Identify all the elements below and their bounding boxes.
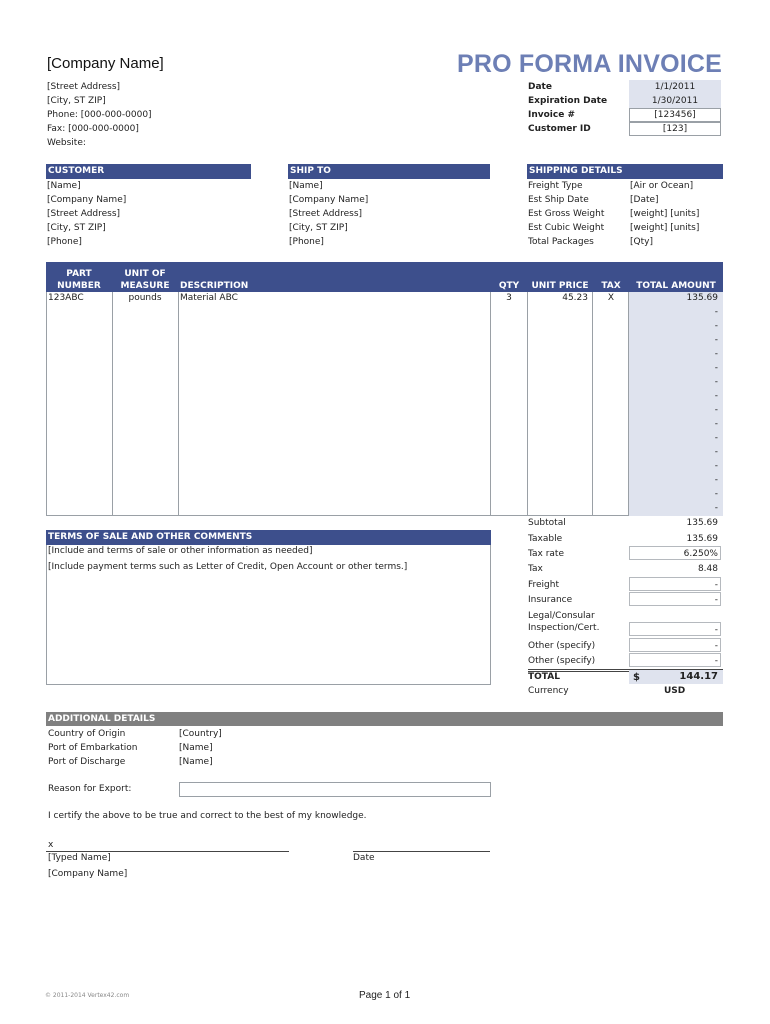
- empty-row-total: -: [714, 489, 718, 499]
- empty-row-total: -: [714, 447, 718, 457]
- freight-label: Freight: [528, 580, 560, 590]
- cubic-weight-label: Est Cubic Weight: [528, 223, 605, 233]
- port-discharge-label: Port of Discharge: [48, 757, 126, 767]
- empty-row-total: -: [714, 461, 718, 471]
- row-description[interactable]: Material ABC: [180, 293, 238, 303]
- col-divider: [112, 292, 113, 516]
- company-city: [City, ST ZIP]: [47, 96, 106, 106]
- additional-details-header: ADDITIONAL DETAILS: [46, 712, 723, 726]
- ship-to-phone[interactable]: [Phone]: [289, 237, 324, 247]
- legal-box[interactable]: [629, 622, 721, 636]
- empty-row-total: -: [714, 377, 718, 387]
- date-line[interactable]: [353, 851, 490, 852]
- empty-row-total: -: [714, 405, 718, 415]
- empty-row-total: -: [714, 321, 718, 331]
- reason-export-label: Reason for Export:: [48, 784, 132, 794]
- empty-row-total: -: [714, 363, 718, 373]
- invoice-title: PRO FORMA INVOICE: [457, 50, 722, 78]
- legal-value[interactable]: -: [714, 625, 718, 635]
- part-number-header: PART NUMBER: [57, 269, 101, 291]
- insurance-box[interactable]: [629, 592, 721, 606]
- col-divider: [592, 292, 593, 516]
- country-origin-value[interactable]: [Country]: [179, 729, 222, 739]
- port-embarkation-value[interactable]: [Name]: [179, 743, 213, 753]
- est-ship-date-label: Est Ship Date: [528, 195, 589, 205]
- company-street: [Street Address]: [47, 82, 121, 92]
- terms-line-1[interactable]: [Include and terms of sale or other information as needed]: [48, 546, 313, 556]
- typed-name[interactable]: [Typed Name]: [48, 853, 111, 863]
- expiration-value[interactable]: 1/30/2011: [629, 94, 721, 108]
- company-website: Website:: [47, 138, 86, 148]
- other-1-label: Other (specify): [528, 641, 596, 651]
- empty-row-total: -: [714, 475, 718, 485]
- freight-type-value[interactable]: [Air or Ocean]: [630, 181, 694, 191]
- row-unit-price[interactable]: 45.23: [562, 293, 588, 303]
- ship-to-name[interactable]: [Name]: [289, 181, 323, 191]
- subtotal-value: 135.69: [686, 518, 718, 528]
- empty-row-total: -: [714, 349, 718, 359]
- other-2-value[interactable]: -: [714, 656, 718, 666]
- qty-header: QTY: [498, 281, 520, 291]
- signature-date-label: Date: [353, 853, 375, 863]
- inspection-label: Inspection/Cert.: [528, 623, 600, 633]
- tax-label: Tax: [528, 564, 543, 574]
- other-1-box[interactable]: [629, 638, 721, 652]
- total-amount-header: TOTAL AMOUNT: [636, 281, 716, 291]
- signature-company-name[interactable]: [Company Name]: [48, 869, 128, 879]
- freight-box[interactable]: [629, 577, 721, 591]
- country-origin-label: Country of Origin: [48, 729, 126, 739]
- unit-measure-header: UNIT OF MEASURE: [120, 269, 170, 291]
- unit-price-header: UNIT PRICE: [531, 281, 589, 291]
- expiration-label: Expiration Date: [528, 96, 608, 106]
- col-divider: [527, 292, 528, 516]
- other-1-value[interactable]: -: [714, 641, 718, 651]
- customer-id-label: Customer ID: [528, 124, 591, 134]
- customer-company[interactable]: [Company Name]: [47, 195, 127, 205]
- items-table-body: [46, 292, 723, 516]
- shipping-details-header: SHIPPING DETAILS: [527, 164, 723, 179]
- cubic-weight-value[interactable]: [weight] [units]: [630, 223, 700, 233]
- freight-type-label: Freight Type: [528, 181, 583, 191]
- customer-city[interactable]: [City, ST ZIP]: [47, 223, 106, 233]
- invoice-number-value[interactable]: [123456]: [629, 108, 721, 122]
- row-unit-measure[interactable]: pounds: [128, 293, 162, 303]
- date-label: Date: [528, 82, 552, 92]
- page-number: Page 1 of 1: [359, 990, 411, 1001]
- terms-header: TERMS OF SALE AND OTHER COMMENTS: [46, 530, 491, 545]
- empty-row-total: -: [714, 391, 718, 401]
- est-ship-date-value[interactable]: [Date]: [630, 195, 659, 205]
- date-value[interactable]: 1/1/2011: [629, 80, 721, 94]
- tax-value: 8.48: [697, 564, 718, 574]
- taxable-label: Taxable: [528, 534, 563, 544]
- total-value: 144.17: [679, 671, 718, 682]
- reason-export-input[interactable]: [179, 782, 491, 797]
- row-tax[interactable]: X: [607, 293, 615, 303]
- ship-to-city[interactable]: [City, ST ZIP]: [289, 223, 348, 233]
- tax-rate-label: Tax rate: [528, 549, 564, 559]
- copyright: © 2011-2014 Vertex42.com: [45, 992, 130, 999]
- terms-line-2[interactable]: [Include payment terms such as Letter of Credit, Open Account or other terms.]: [48, 562, 408, 572]
- customer-id-value[interactable]: [123]: [629, 122, 721, 136]
- currency-label: Currency: [528, 686, 569, 696]
- empty-row-total: -: [714, 419, 718, 429]
- total-label: TOTAL: [528, 672, 560, 682]
- company-fax: Fax: [000-000-0000]: [47, 124, 139, 134]
- empty-row-total: -: [714, 307, 718, 317]
- currency-symbol: $: [633, 672, 640, 683]
- currency-value[interactable]: USD: [664, 686, 686, 696]
- other-2-label: Other (specify): [528, 656, 596, 666]
- gross-weight-label: Est Gross Weight: [528, 209, 605, 219]
- customer-phone[interactable]: [Phone]: [47, 237, 82, 247]
- empty-row-total: -: [714, 335, 718, 345]
- legal-label: Legal/Consular: [528, 611, 595, 621]
- row-qty[interactable]: 3: [506, 293, 512, 303]
- freight-value[interactable]: -: [714, 580, 718, 590]
- port-discharge-value[interactable]: [Name]: [179, 757, 213, 767]
- other-2-box[interactable]: [629, 653, 721, 667]
- total-column-shade: [629, 292, 723, 516]
- ship-to-street[interactable]: [Street Address]: [289, 209, 363, 219]
- tax-header: TAX: [601, 281, 621, 291]
- subtotal-label: Subtotal: [528, 518, 566, 528]
- taxable-value: 135.69: [686, 534, 718, 544]
- signature-x: x: [48, 840, 54, 850]
- customer-street[interactable]: [Street Address]: [47, 209, 121, 219]
- insurance-label: Insurance: [528, 595, 573, 605]
- ship-to-company[interactable]: [Company Name]: [289, 195, 369, 205]
- invoice-number-label: Invoice #: [528, 110, 576, 120]
- port-embarkation-label: Port of Embarkation: [48, 743, 138, 753]
- empty-row-total: -: [714, 433, 718, 443]
- col-divider: [178, 292, 179, 516]
- row-total: 135.69: [686, 293, 718, 303]
- description-header: DESCRIPTION: [180, 281, 249, 291]
- total-packages-value[interactable]: [Qty]: [630, 237, 653, 247]
- customer-header: CUSTOMER: [46, 164, 251, 179]
- ship-to-header: SHIP TO: [288, 164, 490, 179]
- col-divider: [628, 292, 629, 516]
- tax-rate-value[interactable]: 6.250%: [683, 549, 718, 559]
- company-phone: Phone: [000-000-0000]: [47, 110, 152, 120]
- col-divider: [490, 292, 491, 516]
- gross-weight-value[interactable]: [weight] [units]: [630, 209, 700, 219]
- empty-row-total: -: [714, 503, 718, 513]
- customer-name[interactable]: [Name]: [47, 181, 81, 191]
- total-packages-label: Total Packages: [528, 237, 594, 247]
- insurance-value[interactable]: -: [714, 595, 718, 605]
- company-name: [Company Name]: [47, 55, 164, 72]
- row-part-number[interactable]: 123ABC: [48, 293, 84, 303]
- certify-statement: I certify the above to be true and correct to the best of my knowledge.: [48, 811, 367, 821]
- signature-line[interactable]: [46, 851, 289, 852]
